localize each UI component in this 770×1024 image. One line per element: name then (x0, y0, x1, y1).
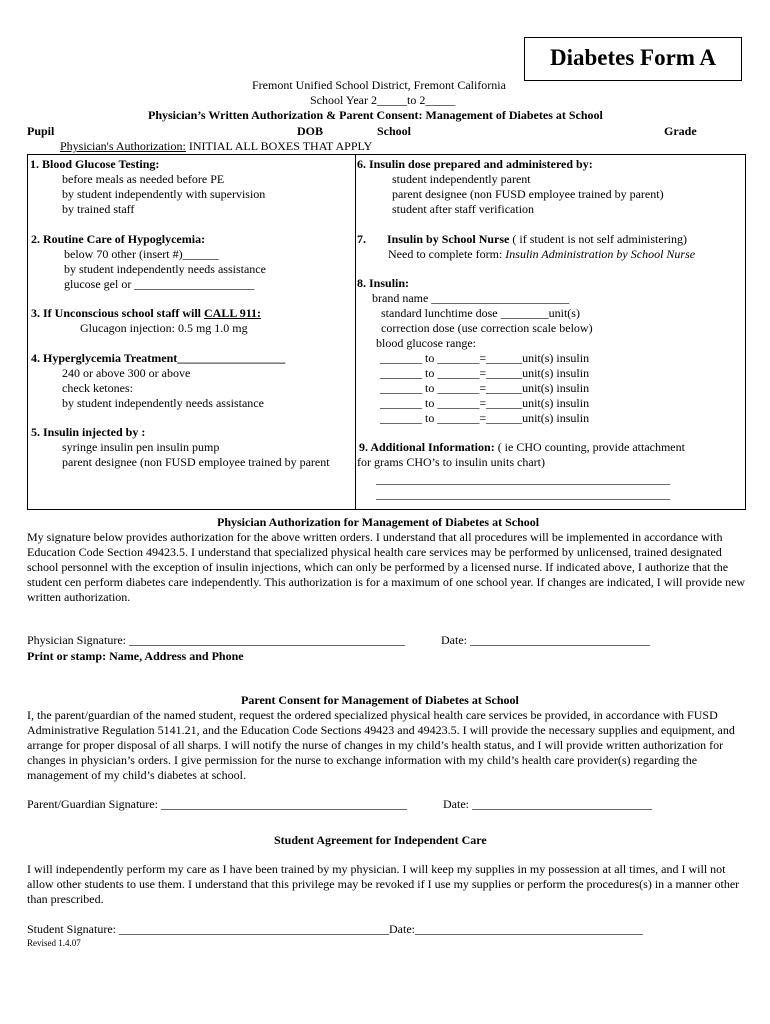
table-column-divider (355, 154, 356, 510)
hyperglycemia-heading: 4. Hyperglycemia Treatment__________________ (31, 351, 286, 365)
unconscious-heading-text: 3. If Unconscious school staff will (31, 306, 202, 320)
nurse-form-name: Insulin Administration by School Nurse (505, 247, 696, 261)
check-ketones: check ketones: (62, 381, 133, 395)
parent-signature-field[interactable]: Parent/Guardian Signature: _________________________________________ (27, 797, 407, 811)
district-name: Fremont Unified School District, Fremont California (252, 78, 506, 92)
glucose-range-row: _______ to _______=______unit(s) insulin (380, 381, 590, 395)
insulin-parent-designee: parent designee (non FUSD employee trained by parent (62, 455, 330, 469)
student-agreement-text: I will independently perform my care as I have been trained by my physician. I will keep my supplies in my possession at all times, and I will not allow other students to use them. I understand that this privilege may be revoked if I use my supplies or perform the procedures(s) in a manner other than prescribed. (27, 862, 740, 906)
glucagon-dose: Glucagon injection: 0.5 mg 1.0 mg (80, 321, 248, 335)
hypoglycemia-treatment: glucose gel or ____________________ (64, 277, 255, 291)
revision-date: Revised 1.4.07 (27, 938, 81, 948)
call-911-text: CALL 911: (204, 306, 262, 320)
glucose-range-row: _______ to _______=______unit(s) insulin (380, 411, 590, 425)
insulin-heading: 8. Insulin: (357, 276, 410, 290)
form-subtitle: Physician’s Written Authorization & Parent Consent: Management of Diabetes at School (148, 108, 603, 122)
glucose-testing-timing: before meals as needed before PE (62, 172, 225, 186)
insulin-injection-method: syringe insulin pen insulin pump (62, 440, 220, 454)
section-7-number: 7. (357, 232, 366, 246)
unconscious-heading (31, 306, 261, 320)
blood-glucose-testing-heading: 1. Blood Glucose Testing: (30, 157, 160, 171)
additional-info-blank: _________________________________________________ (376, 487, 670, 501)
hypoglycemia-performer: by student independently needs assistance (64, 262, 266, 276)
school-nurse-heading: Insulin by School Nurse (387, 232, 510, 246)
hypoglycemia-threshold: below 70 other (insert #)______ (64, 247, 219, 261)
physician-authorization-text: My signature below provides authorization for the above written orders. I understand that all procedures will be implemented in accordance with Education Code Section 49423.5. I understand that specialized physical health care services may be performed by unlicensed, trained designated school personnel with the exception of insulin injections, which can only be performed by a licensed nurse. If indicated above, I authorize that the student cen perform diabetes care independently. This authorization is for a maximum of one school year. If changes are indicated, I will provide new written authorization. (27, 530, 746, 604)
school-nurse-line (357, 232, 687, 246)
insulin-dose-verification: student after staff verification (392, 202, 535, 216)
glucose-range-row: _______ to _______=______unit(s) insulin (380, 396, 590, 410)
additional-info-blank: _________________________________________________ (376, 472, 670, 486)
print-or-stamp-label: Print or stamp: Name, Address and Phone (27, 649, 244, 663)
parent-consent-heading: Parent Consent for Management of Diabetes at School (241, 693, 519, 707)
pupil-label: Pupil (27, 124, 55, 138)
additional-info-line (359, 440, 685, 454)
parent-date-field[interactable]: Date: ______________________________ (443, 797, 652, 811)
parent-consent-text: I, the parent/guardian of the named student, request the ordered specialized physical health care services be provided, in accordance with FUSD Administrative Regulation 5141.21, and the Education Code Sections 49423 and 49423.5. I will provide the necessary supplies and equipment, and arrange for proper disposal of all sharps. I will notify the nurse of changes in my child’s health status, and I will provide written authorization for changes in physician’s orders. I give permission for the nurse to exchange information with my child’s health care provider(s) regarding the management of my child’s diabetes at school. (27, 708, 735, 782)
glucose-range-row: _______ to _______=______unit(s) insulin (380, 366, 590, 380)
insulin-dose-student-parent: student independently parent (392, 172, 531, 186)
glucose-range-row: _______ to _______=______unit(s) insulin (380, 351, 590, 365)
form-title: Diabetes Form A (524, 37, 742, 81)
blood-glucose-range-label: blood glucose range: (376, 336, 476, 350)
physician-signature-field[interactable]: Physician Signature: ______________________________________________ (27, 633, 405, 647)
grade-label: Grade (664, 124, 697, 138)
physician-authorization-label: Physician's Authorization: (60, 139, 186, 153)
initial-all-boxes-note: INITIAL ALL BOXES THAT APPLY (188, 139, 373, 153)
insulin-correction-dose: correction dose (use correction scale below) (381, 321, 593, 335)
school-label: School (377, 124, 412, 138)
glucose-testing-performer: by student independently with supervision (62, 187, 266, 201)
hyperglycemia-threshold: 240 or above 300 or above (62, 366, 191, 380)
student-signature-field[interactable]: Student Signature: _____________________________________________Date:______________________________________ (27, 922, 643, 936)
glucose-testing-staff: by trained staff (62, 202, 135, 216)
school-year: School Year 2_____to 2_____ (310, 93, 456, 107)
insulin-injected-heading: 5. Insulin injected by : (31, 425, 146, 439)
insulin-dose-heading: 6. Insulin dose prepared and administered by: (357, 157, 593, 171)
additional-info-note: ( ie CHO counting, provide attachment (497, 440, 685, 454)
physician-authorization-line (60, 139, 372, 153)
dob-label: DOB (297, 124, 324, 138)
student-agreement-heading: Student Agreement for Independent Care (274, 833, 487, 847)
hypoglycemia-heading: 2. Routine Care of Hypoglycemia: (31, 232, 206, 246)
insulin-brand-name: brand name _______________________ (372, 291, 570, 305)
additional-info-heading: 9. Additional Information: (359, 440, 495, 454)
school-nurse-note: ( if student is not self administering) (512, 232, 688, 246)
nurse-form-label: Need to complete form: (388, 247, 503, 261)
insulin-lunch-dose: standard lunchtime dose ________unit(s) (381, 306, 580, 320)
nurse-form-line (388, 247, 695, 261)
physician-authorization-heading: Physician Authorization for Management of Diabetes at School (217, 515, 540, 529)
additional-info-cho: for grams CHO’s to insulin units chart) (357, 455, 545, 469)
hyperglycemia-performer: by student independently needs assistance (62, 396, 264, 410)
insulin-dose-designee: parent designee (non FUSD employee trained by parent) (392, 187, 664, 201)
physician-date-field[interactable]: Date: ______________________________ (441, 633, 650, 647)
